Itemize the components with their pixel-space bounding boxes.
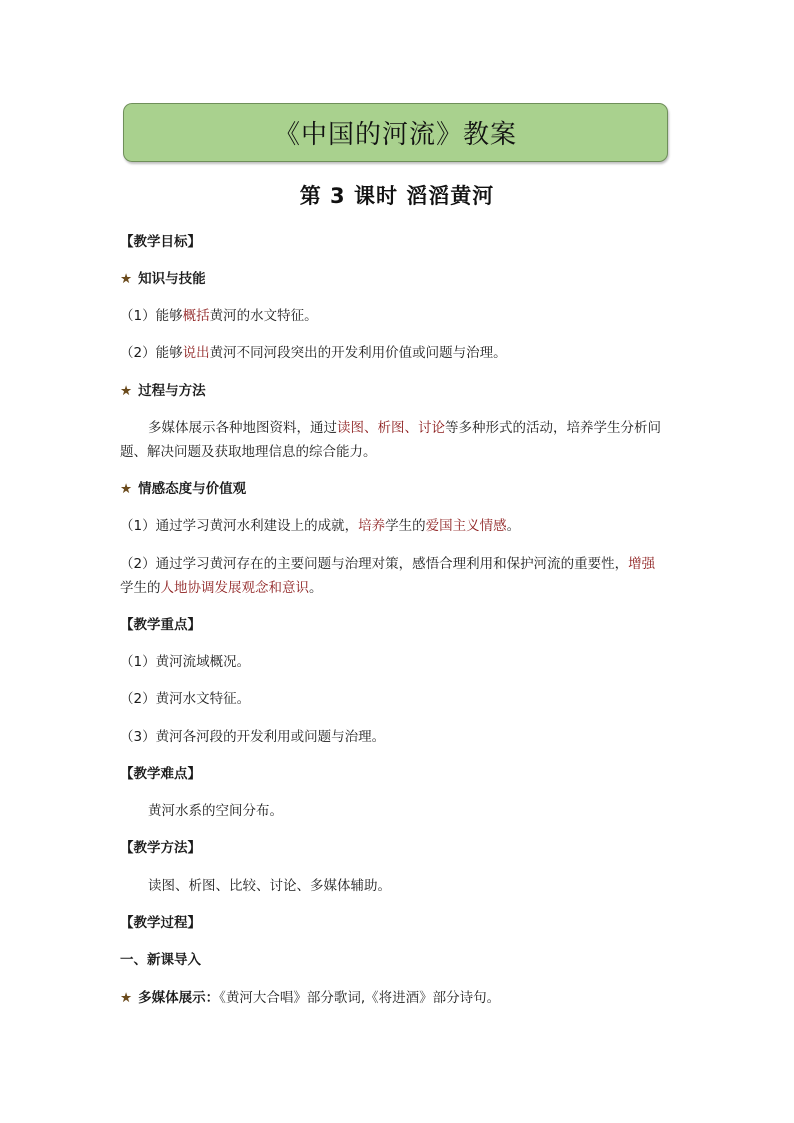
p-highlight-1: 读图 [337, 420, 364, 436]
key-item-2: （2）黄河水文特征。 [120, 691, 251, 707]
e2-highlight-2: 人地协调发展观念和意识 [160, 580, 309, 596]
banner-title: 《中国的河流》教案 [273, 120, 517, 150]
star-icon: ★ [120, 383, 133, 399]
k1-post: 黄河的水文特征。 [209, 308, 318, 324]
emotion-item-2-line-1 [120, 554, 655, 574]
key-item-1: （1）黄河流域概况。 [120, 654, 251, 670]
step-1-header: 一、新课导入 [120, 952, 201, 968]
lesson-title: 第 3 课时 滔滔黄河 [299, 184, 495, 208]
knowledge-header-label: 知识与技能 [138, 271, 206, 287]
difficult-item-1: 黄河水系的空间分布。 [148, 803, 283, 819]
star-icon: ★ [120, 990, 133, 1006]
media-display [120, 988, 500, 1008]
emotion-item-1 [120, 516, 520, 536]
star-icon: ★ [120, 271, 133, 287]
e2-pre: （2）通过学习黄河存在的主要问题与治理对策，感悟合理利用和保护河流的重要性， [120, 556, 629, 572]
p-sep-2: 、 [404, 420, 418, 436]
process-header [120, 381, 206, 401]
k2-post: 黄河不同河段突出的开发利用价值或问题与治理。 [209, 345, 507, 361]
key-item-3: （3）黄河各河段的开发利用或问题与治理。 [120, 729, 386, 745]
e1-pre: （1）通过学习黄河水利建设上的成就， [120, 518, 359, 534]
process-header-label: 过程与方法 [138, 383, 206, 399]
p-highlight-3: 讨论 [418, 420, 445, 436]
e1-post: 。 [506, 518, 521, 534]
media-label: 多媒体展示： [138, 990, 220, 1006]
p-highlight-2: 析图 [377, 420, 405, 436]
goals-header: 【教学目标】 [120, 234, 201, 250]
process-line-2: 题、解决问题及获取地理信息的综合能力。 [120, 444, 377, 460]
p-post: 等多种形式的活动，培养学生分析问 [445, 420, 661, 436]
k2-pre: （2）能够 [120, 345, 183, 361]
process-line-1 [148, 418, 661, 438]
e2-line2-pre: 学生的 [120, 580, 161, 596]
e1-highlight-2: 爱国主义情感 [425, 518, 507, 534]
method-header: 【教学方法】 [120, 840, 201, 856]
e2-post: 。 [309, 580, 323, 596]
emotion-header-label: 情感态度与价值观 [138, 481, 247, 497]
emotion-item-2-line-2 [120, 578, 323, 598]
media-text: 《黄河大合唱》部分歌词,《将进酒》部分诗句。 [219, 990, 501, 1006]
teaching-process-header: 【教学过程】 [120, 915, 201, 931]
method-item-1: 读图、析图、比较、讨论、多媒体辅助。 [148, 878, 391, 894]
emotion-header [120, 479, 246, 499]
star-icon: ★ [120, 481, 133, 497]
knowledge-item-1 [120, 306, 318, 326]
e1-mid: 学生的 [385, 518, 426, 534]
k1-highlight: 概括 [182, 308, 210, 324]
e1-highlight-1: 培养 [358, 518, 386, 534]
p-pre: 多媒体展示各种地图资料，通过 [148, 420, 337, 436]
difficult-header: 【教学难点】 [120, 766, 201, 782]
p-sep-1: 、 [364, 420, 378, 436]
key-header: 【教学重点】 [120, 617, 201, 633]
e2-highlight-1: 增强 [628, 556, 656, 572]
k1-pre: （1）能够 [120, 308, 183, 324]
knowledge-header [120, 269, 206, 289]
title-banner [123, 103, 668, 162]
knowledge-item-2 [120, 343, 507, 363]
k2-highlight: 说出 [182, 345, 210, 361]
